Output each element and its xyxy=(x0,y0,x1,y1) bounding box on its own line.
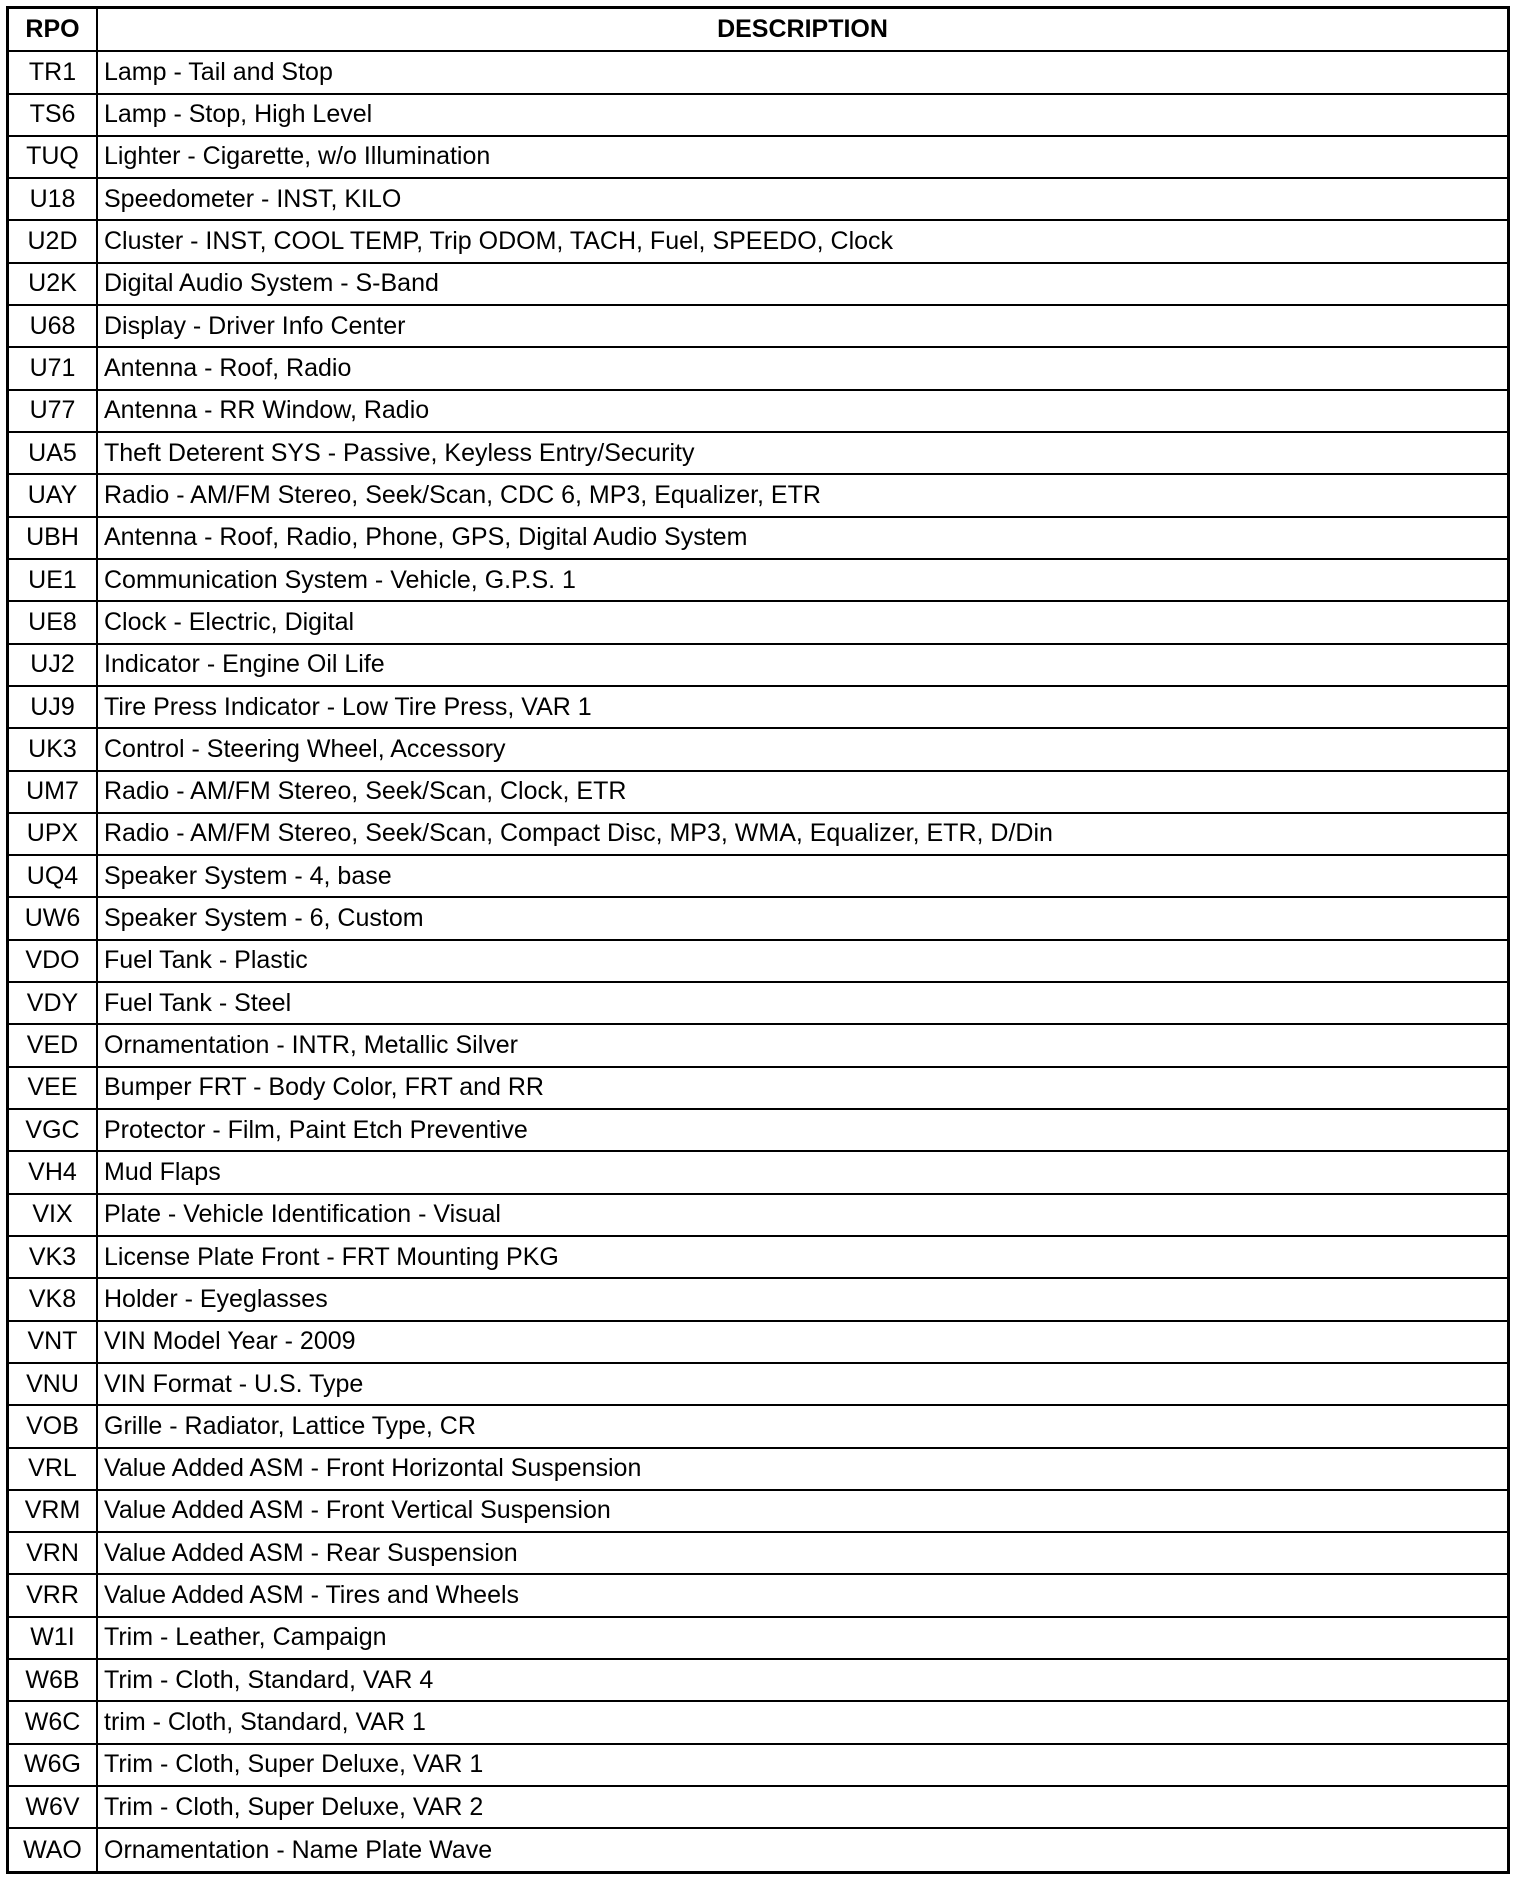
description-cell: trim - Cloth, Standard, VAR 1 xyxy=(97,1701,1507,1743)
rpo-code-cell: WAO xyxy=(9,1828,97,1871)
description-cell: Fuel Tank - Steel xyxy=(97,982,1507,1024)
description-cell: Trim - Cloth, Super Deluxe, VAR 1 xyxy=(97,1744,1507,1786)
rpo-code-cell: U68 xyxy=(9,305,97,347)
rpo-code-cell: UE1 xyxy=(9,559,97,601)
rpo-document xyxy=(6,6,1510,1874)
rpo-code-cell: VK8 xyxy=(9,1278,97,1320)
rpo-code-cell: VNU xyxy=(9,1363,97,1405)
table-row xyxy=(9,136,1507,178)
description-cell: Plate - Vehicle Identification - Visual xyxy=(97,1194,1507,1236)
table-row xyxy=(9,1701,1507,1743)
rpo-code-cell: UAY xyxy=(9,474,97,516)
description-cell: Theft Deterent SYS - Passive, Keyless Entry/Security xyxy=(97,432,1507,474)
rpo-code-cell: UM7 xyxy=(9,771,97,813)
rpo-code-cell: VDY xyxy=(9,982,97,1024)
table-row xyxy=(9,1067,1507,1109)
table-header-row xyxy=(9,9,1507,51)
rpo-code-cell: VDO xyxy=(9,940,97,982)
description-cell: Grille - Radiator, Lattice Type, CR xyxy=(97,1405,1507,1447)
rpo-code-cell: UBH xyxy=(9,517,97,559)
table-row xyxy=(9,1278,1507,1320)
description-cell: Digital Audio System - S-Band xyxy=(97,263,1507,305)
rpo-code-cell: VH4 xyxy=(9,1151,97,1193)
rpo-code-cell: U2K xyxy=(9,263,97,305)
table-row xyxy=(9,432,1507,474)
description-cell: Radio - AM/FM Stereo, Seek/Scan, Compact Disc, MP3, WMA, Equalizer, ETR, D/Din xyxy=(97,813,1507,855)
table-row xyxy=(9,1363,1507,1405)
rpo-code-cell: VEE xyxy=(9,1067,97,1109)
rpo-code-cell: UJ2 xyxy=(9,644,97,686)
table-row xyxy=(9,1448,1507,1490)
table-row xyxy=(9,1321,1507,1363)
table-row xyxy=(9,1828,1507,1871)
table-row xyxy=(9,1109,1507,1151)
table-row xyxy=(9,474,1507,516)
rpo-code-cell: TUQ xyxy=(9,136,97,178)
rpo-code-cell: W6V xyxy=(9,1786,97,1828)
description-cell: VIN Model Year - 2009 xyxy=(97,1321,1507,1363)
rpo-code-cell: UQ4 xyxy=(9,855,97,897)
description-cell: Cluster - INST, COOL TEMP, Trip ODOM, TACH, Fuel, SPEEDO, Clock xyxy=(97,220,1507,262)
table-row xyxy=(9,855,1507,897)
rpo-code-cell: UJ9 xyxy=(9,686,97,728)
table-row xyxy=(9,1574,1507,1616)
table-row xyxy=(9,644,1507,686)
rpo-code-cell: U2D xyxy=(9,220,97,262)
table-row xyxy=(9,1405,1507,1447)
description-cell: Antenna - Roof, Radio xyxy=(97,347,1507,389)
description-cell: Display - Driver Info Center xyxy=(97,305,1507,347)
rpo-code-cell: TS6 xyxy=(9,94,97,136)
table-row xyxy=(9,1151,1507,1193)
description-cell: Value Added ASM - Front Vertical Suspension xyxy=(97,1490,1507,1532)
table-row xyxy=(9,601,1507,643)
rpo-code-cell: VNT xyxy=(9,1321,97,1363)
table-row xyxy=(9,1532,1507,1574)
description-cell: Lighter - Cigarette, w/o Illumination xyxy=(97,136,1507,178)
rpo-code-cell: U77 xyxy=(9,390,97,432)
description-cell: Trim - Cloth, Standard, VAR 4 xyxy=(97,1659,1507,1701)
table-row xyxy=(9,390,1507,432)
description-cell: Control - Steering Wheel, Accessory xyxy=(97,728,1507,770)
table-row xyxy=(9,94,1507,136)
table-row xyxy=(9,1744,1507,1786)
rpo-code-cell: VRR xyxy=(9,1574,97,1616)
description-cell: Value Added ASM - Rear Suspension xyxy=(97,1532,1507,1574)
rpo-code-cell: VRM xyxy=(9,1490,97,1532)
table-row xyxy=(9,517,1507,559)
rpo-code-cell: TR1 xyxy=(9,51,97,93)
rpo-code-cell: VIX xyxy=(9,1194,97,1236)
description-cell: Radio - AM/FM Stereo, Seek/Scan, CDC 6, MP3, Equalizer, ETR xyxy=(97,474,1507,516)
description-cell: Antenna - Roof, Radio, Phone, GPS, Digital Audio System xyxy=(97,517,1507,559)
rpo-table xyxy=(9,9,1507,1871)
description-cell: Speaker System - 6, Custom xyxy=(97,897,1507,939)
description-cell: License Plate Front - FRT Mounting PKG xyxy=(97,1236,1507,1278)
rpo-code-cell: UW6 xyxy=(9,897,97,939)
description-cell: Mud Flaps xyxy=(97,1151,1507,1193)
description-cell: Ornamentation - INTR, Metallic Silver xyxy=(97,1024,1507,1066)
description-cell: Value Added ASM - Tires and Wheels xyxy=(97,1574,1507,1616)
description-cell: Indicator - Engine Oil Life xyxy=(97,644,1507,686)
description-cell: Fuel Tank - Plastic xyxy=(97,940,1507,982)
table-row xyxy=(9,347,1507,389)
rpo-code-cell: VRL xyxy=(9,1448,97,1490)
rpo-code-cell: VGC xyxy=(9,1109,97,1151)
description-cell: Speaker System - 4, base xyxy=(97,855,1507,897)
table-row xyxy=(9,1024,1507,1066)
description-cell: Clock - Electric, Digital xyxy=(97,601,1507,643)
rpo-code-cell: VED xyxy=(9,1024,97,1066)
table-row xyxy=(9,728,1507,770)
rpo-code-cell: UK3 xyxy=(9,728,97,770)
column-header-rpo: RPO xyxy=(9,9,97,51)
rpo-code-cell: W1I xyxy=(9,1617,97,1659)
table-row xyxy=(9,897,1507,939)
rpo-code-cell: UPX xyxy=(9,813,97,855)
table-row xyxy=(9,51,1507,93)
description-cell: Tire Press Indicator - Low Tire Press, VAR 1 xyxy=(97,686,1507,728)
description-cell: Trim - Leather, Campaign xyxy=(97,1617,1507,1659)
table-row xyxy=(9,1659,1507,1701)
description-cell: Ornamentation - Name Plate Wave xyxy=(97,1828,1507,1871)
table-row xyxy=(9,220,1507,262)
table-row xyxy=(9,1490,1507,1532)
description-cell: Antenna - RR Window, Radio xyxy=(97,390,1507,432)
table-row xyxy=(9,982,1507,1024)
rpo-code-cell: UA5 xyxy=(9,432,97,474)
table-row xyxy=(9,940,1507,982)
description-cell: Trim - Cloth, Super Deluxe, VAR 2 xyxy=(97,1786,1507,1828)
description-cell: Lamp - Tail and Stop xyxy=(97,51,1507,93)
table-row xyxy=(9,1236,1507,1278)
table-row xyxy=(9,1617,1507,1659)
description-cell: Communication System - Vehicle, G.P.S. 1 xyxy=(97,559,1507,601)
rpo-code-cell: W6G xyxy=(9,1744,97,1786)
table-row xyxy=(9,178,1507,220)
description-cell: VIN Format - U.S. Type xyxy=(97,1363,1507,1405)
table-row xyxy=(9,559,1507,601)
rpo-code-cell: VK3 xyxy=(9,1236,97,1278)
table-row xyxy=(9,305,1507,347)
column-header-description: DESCRIPTION xyxy=(97,9,1507,51)
table-row xyxy=(9,686,1507,728)
description-cell: Value Added ASM - Front Horizontal Suspension xyxy=(97,1448,1507,1490)
table-row xyxy=(9,771,1507,813)
table-row xyxy=(9,263,1507,305)
description-cell: Holder - Eyeglasses xyxy=(97,1278,1507,1320)
rpo-code-cell: W6C xyxy=(9,1701,97,1743)
description-cell: Lamp - Stop, High Level xyxy=(97,94,1507,136)
table-row xyxy=(9,813,1507,855)
rpo-code-cell: VOB xyxy=(9,1405,97,1447)
description-cell: Protector - Film, Paint Etch Preventive xyxy=(97,1109,1507,1151)
description-cell: Speedometer - INST, KILO xyxy=(97,178,1507,220)
rpo-code-cell: VRN xyxy=(9,1532,97,1574)
description-cell: Bumper FRT - Body Color, FRT and RR xyxy=(97,1067,1507,1109)
table-row xyxy=(9,1786,1507,1828)
rpo-code-cell: UE8 xyxy=(9,601,97,643)
rpo-code-cell: U18 xyxy=(9,178,97,220)
rpo-code-cell: W6B xyxy=(9,1659,97,1701)
description-cell: Radio - AM/FM Stereo, Seek/Scan, Clock, ETR xyxy=(97,771,1507,813)
rpo-code-cell: U71 xyxy=(9,347,97,389)
table-row xyxy=(9,1194,1507,1236)
